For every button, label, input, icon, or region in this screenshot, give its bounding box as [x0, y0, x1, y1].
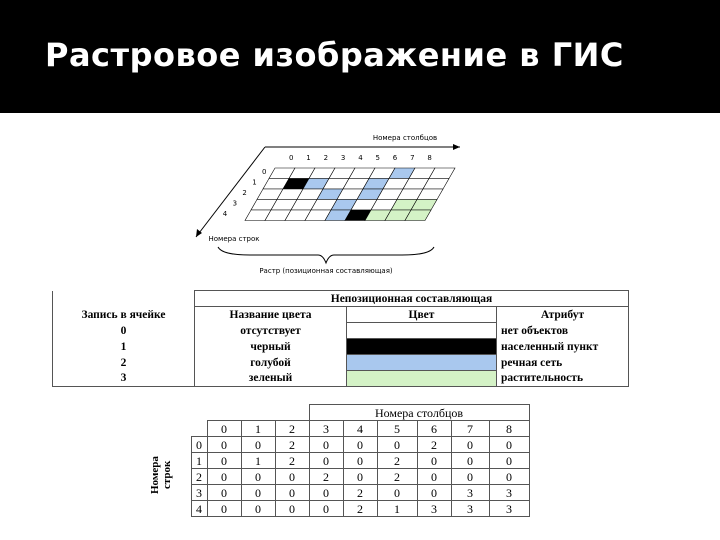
matrix-columns-label: Номера столбцов [309, 405, 529, 421]
matrix-rows-label [135, 437, 191, 517]
matrix-cell: 0 [275, 469, 309, 485]
legend-table [52, 290, 629, 387]
matrix-cell: 0 [417, 485, 451, 501]
matrix-blank [275, 405, 309, 421]
matrix-cell: 2 [275, 453, 309, 469]
matrix-cell: 3 [451, 501, 489, 517]
legend-row [53, 355, 629, 371]
matrix-cell: 2 [343, 485, 377, 501]
legend-color-swatch [347, 371, 497, 387]
legend-col-name: Название цвета [195, 307, 347, 323]
matrix-cell: 0 [241, 437, 275, 453]
raster-col-number: 3 [340, 154, 346, 162]
legend-header-top: Непозиционная составляющая [195, 291, 629, 307]
raster-row-number: 1 [252, 178, 257, 187]
matrix-cell: 0 [451, 469, 489, 485]
legend-col-record: Запись в ячейке [53, 307, 195, 323]
matrix-cell: 0 [309, 501, 343, 517]
raster-row-number: 2 [242, 189, 247, 197]
raster-row-number: 4 [222, 210, 228, 218]
matrix-cell: 3 [489, 485, 529, 501]
legend-row [53, 323, 629, 339]
matrix-cell: 0 [207, 485, 241, 501]
legend-code: 0 [53, 323, 195, 339]
matrix-cell: 0 [343, 437, 377, 453]
matrix-cell: 0 [343, 453, 377, 469]
matrix-cell: 0 [207, 469, 241, 485]
legend-code: 1 [53, 339, 195, 355]
matrix-cell: 0 [241, 501, 275, 517]
matrix-col-number: 1 [241, 421, 275, 437]
matrix-cell: 0 [207, 453, 241, 469]
matrix-cell: 0 [417, 469, 451, 485]
columns-axis-arrowhead [453, 144, 460, 150]
matrix-cell: 1 [377, 501, 417, 517]
raster-diagram [0, 113, 720, 283]
matrix-cell: 0 [309, 437, 343, 453]
matrix-cell: 0 [207, 437, 241, 453]
matrix-blank [135, 421, 191, 437]
legend-color-swatch [347, 339, 497, 355]
matrix-cell: 0 [275, 485, 309, 501]
matrix-blank [241, 405, 275, 421]
matrix-row-number: 2 [191, 469, 207, 485]
legend-blank-cell [53, 291, 195, 307]
legend-code: 2 [53, 355, 195, 371]
matrix-cell: 2 [343, 501, 377, 517]
matrix-cell: 2 [377, 469, 417, 485]
legend-color-name: отсутствует [195, 323, 347, 339]
matrix-col-number: 4 [343, 421, 377, 437]
matrix-cell: 0 [309, 453, 343, 469]
legend-color-name: черный [195, 339, 347, 355]
raster-col-number: 1 [306, 154, 311, 162]
legend-attribute: нет объектов [497, 323, 629, 339]
matrix-table [135, 404, 530, 517]
matrix-row-number: 1 [191, 453, 207, 469]
raster-col-number: 7 [410, 154, 415, 162]
matrix-cell: 3 [417, 501, 451, 517]
raster-caption: Растр (позиционная составляющая) [259, 267, 393, 275]
matrix-cell: 0 [377, 485, 417, 501]
matrix-row-number: 4 [191, 501, 207, 517]
matrix-cell: 0 [451, 453, 489, 469]
matrix-cell: 0 [489, 437, 529, 453]
matrix-row [135, 453, 529, 469]
legend-code: 3 [53, 371, 195, 387]
matrix-cell: 0 [417, 453, 451, 469]
matrix-cell: 0 [489, 469, 529, 485]
matrix-col-number: 8 [489, 421, 529, 437]
matrix-row-number: 3 [191, 485, 207, 501]
legend-row [53, 371, 629, 387]
matrix-cell: 0 [489, 453, 529, 469]
matrix-cell: 0 [343, 469, 377, 485]
matrix-cell: 0 [207, 501, 241, 517]
legend-color-swatch [347, 323, 497, 339]
legend-col-color: Цвет [347, 307, 497, 323]
raster-row-number: 3 [232, 199, 238, 208]
matrix-row [135, 469, 529, 485]
legend-attribute: населенный пункт [497, 339, 629, 355]
raster-col-number: 8 [427, 154, 432, 162]
raster-col-number: 5 [375, 154, 380, 162]
raster-col-number: 2 [323, 154, 329, 162]
matrix-cell: 0 [241, 485, 275, 501]
matrix-row [135, 437, 529, 453]
matrix-cell: 2 [275, 437, 309, 453]
matrix-blank [191, 421, 207, 437]
matrix-blank [135, 405, 191, 421]
matrix-col-number: 7 [451, 421, 489, 437]
raster-row-number: 0 [262, 168, 267, 176]
matrix-col-number: 2 [275, 421, 309, 437]
matrix-cell: 2 [377, 453, 417, 469]
matrix-rows-label-text: Номера строк [148, 456, 173, 494]
matrix-col-number: 3 [309, 421, 343, 437]
raster-col-number: 4 [358, 154, 363, 162]
matrix-col-number: 0 [207, 421, 241, 437]
matrix-row [135, 501, 529, 517]
matrix-blank [191, 405, 207, 421]
diagram-rows-label: Номера строк [208, 235, 260, 243]
matrix-cell: 0 [451, 437, 489, 453]
matrix-table-wrap [135, 404, 530, 517]
legend-row [53, 339, 629, 355]
matrix-cell: 2 [309, 469, 343, 485]
legend-color-name: зеленый [195, 371, 347, 387]
matrix-cell: 3 [489, 501, 529, 517]
slide-title: Растровое изображение в ГИС [45, 36, 624, 74]
matrix-cell: 2 [417, 437, 451, 453]
rows-axis-arrow [196, 147, 265, 237]
legend-col-attr: Атрибут [497, 307, 629, 323]
raster-col-number: 0 [289, 154, 294, 162]
diagram-columns-label: Номера столбцов [372, 134, 438, 142]
matrix-cell: 0 [377, 437, 417, 453]
legend-color-swatch [347, 355, 497, 371]
matrix-cell: 0 [275, 501, 309, 517]
matrix-cell: 1 [241, 453, 275, 469]
raster-col-number: 6 [392, 154, 398, 162]
matrix-col-number: 5 [377, 421, 417, 437]
matrix-cell: 0 [309, 485, 343, 501]
matrix-blank [207, 405, 241, 421]
matrix-cell: 0 [241, 469, 275, 485]
legend-color-name: голубой [195, 355, 347, 371]
legend-attribute: растительность [497, 371, 629, 387]
legend-attribute: речная сеть [497, 355, 629, 371]
matrix-row [135, 485, 529, 501]
matrix-row-number: 0 [191, 437, 207, 453]
raster-brace [218, 247, 434, 263]
matrix-cell: 3 [451, 485, 489, 501]
matrix-col-number: 6 [417, 421, 451, 437]
